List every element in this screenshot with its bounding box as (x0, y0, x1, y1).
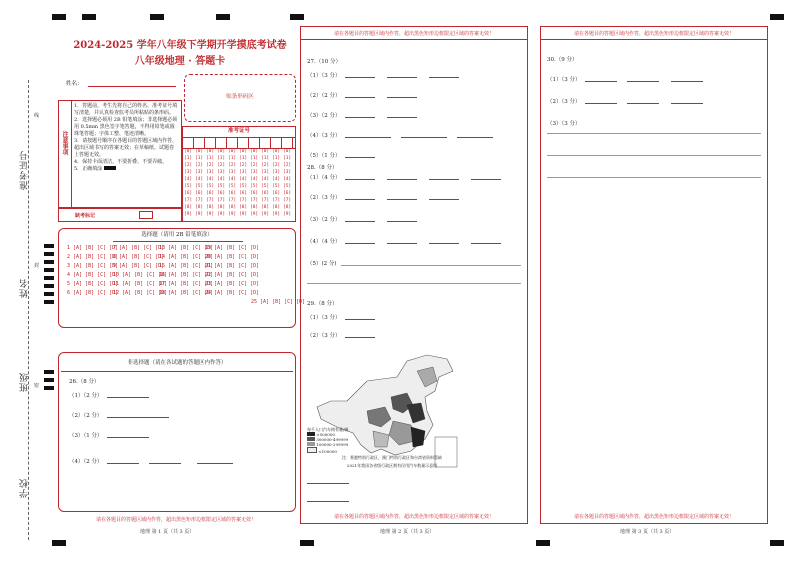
digit-bubble[interactable]: [5] (283, 184, 292, 189)
sidebar-name: 姓名 (20, 278, 30, 298)
q28-4-b[interactable] (387, 243, 417, 244)
digit-bubble[interactable]: [3] (184, 170, 193, 175)
barcode-area (184, 74, 296, 122)
q28-4-d[interactable] (471, 243, 501, 244)
digit-bubble[interactable]: [7] (217, 198, 226, 203)
digit-bubble[interactable]: [5] (206, 184, 215, 189)
digit-bubble[interactable]: [2] (206, 163, 215, 168)
name-field[interactable] (88, 86, 176, 87)
digit-bubble[interactable]: [6] (239, 191, 248, 196)
choice-bubbles[interactable] (67, 245, 306, 325)
map-note: 注：香港特别行政区、澳门特别行政区和台湾省资料暂缺 (342, 455, 442, 460)
q30-1-b[interactable] (627, 81, 659, 82)
choice-item[interactable]: 7 [A] [B] [C] [D] (113, 245, 165, 251)
legend-item-2: 300000-499999 (316, 437, 349, 442)
alignment-mark (770, 14, 784, 20)
q27-part-3: （3）（2 分） (307, 113, 341, 119)
q29-part-2: （2）（3 分） (307, 333, 341, 339)
digit-bubble[interactable]: [0] (261, 149, 270, 154)
q27-part-1: （1）（3 分） (307, 73, 341, 79)
page3-top-rule (541, 39, 767, 40)
q30-1-a[interactable] (585, 81, 617, 82)
digit-bubble[interactable]: [3] (228, 170, 237, 175)
footer-page3: 地理 第 3 页（共 3 页） (620, 529, 675, 535)
digit-bubble[interactable]: [9] (184, 212, 193, 217)
digit-bubble[interactable]: [7] (206, 198, 215, 203)
q28-3-b[interactable] (387, 221, 417, 222)
q26-part-3: （3）（1 分） (69, 433, 103, 439)
digit-bubble[interactable]: [7] (272, 198, 281, 203)
choice-item[interactable]: 12 [A] [B] [C] [D] (113, 290, 168, 296)
digit-bubble[interactable]: [5] (217, 184, 226, 189)
choice-item[interactable]: 1 [A] [B] [C] [D] (67, 245, 119, 251)
choice-item[interactable]: 16 [A] [B] [C] [D] (159, 272, 214, 278)
note-item-1: 1．答题前，考生先将自己的姓名、准考证号填写清楚，并认真检查监考员所粘贴的条形码。 (74, 103, 178, 116)
choice-item[interactable]: 15 [A] [B] [C] [D] (159, 263, 214, 269)
q27-3-b[interactable] (387, 117, 417, 118)
alignment-mark (52, 14, 66, 20)
choice-item[interactable]: 18 [A] [B] [C] [D] (159, 290, 214, 296)
choice-item[interactable]: 24 [A] [B] [C] [D] (205, 290, 260, 296)
digit-bubble[interactable]: [6] (184, 191, 193, 196)
q27-part-5: （5）（1 分） (307, 153, 341, 159)
digit-bubble[interactable]: [6] (250, 191, 259, 196)
q28-1-d[interactable] (471, 179, 501, 180)
digit-bubble[interactable]: [6] (206, 191, 215, 196)
choice-item[interactable]: 23 [A] [B] [C] [D] (205, 281, 260, 287)
digit-bubble[interactable]: [2] (272, 163, 281, 168)
q28-3-a[interactable] (345, 221, 375, 222)
digit-bubble[interactable]: [8] (283, 205, 292, 210)
digit-bubble[interactable]: [8] (217, 205, 226, 210)
notes-divider (71, 101, 72, 207)
note-item-5: 5．正确填涂 (74, 166, 103, 172)
q26-1-answer[interactable] (107, 397, 149, 398)
notice-page3-bottom: 请在各题目的答题区域内作答，超出黑色矩形边框限定区域的答案无效！ (573, 514, 734, 520)
q30-part-2: （2）（3 分） (547, 99, 581, 105)
notes-title: 注意事项 (61, 131, 68, 155)
alignment-mark (290, 14, 304, 20)
choice-item[interactable]: 4 [A] [B] [C] [D] (67, 272, 119, 278)
digit-bubble[interactable]: [5] (195, 184, 204, 189)
choice-item[interactable]: 22 [A] [B] [C] [D] (205, 272, 260, 278)
choice-item[interactable]: 10 [A] [B] [C] [D] (113, 272, 168, 278)
q27-part-2: （2）（2 分） (307, 93, 341, 99)
digit-bubble[interactable]: [0] (239, 149, 248, 154)
q30-1-c[interactable] (671, 81, 703, 82)
choice-item[interactable]: 11 [A] [B] [C] [D] (113, 281, 168, 287)
digit-bubble[interactable]: [8] (184, 205, 193, 210)
name-label: 姓名： (66, 81, 83, 87)
digit-bubble[interactable]: [1] (228, 156, 237, 161)
digit-bubble[interactable]: [6] (228, 191, 237, 196)
digit-bubble[interactable]: [4] (250, 177, 259, 182)
q26-4-answer-c[interactable] (197, 463, 233, 464)
choice-item[interactable]: 6 [A] [B] [C] [D] (67, 290, 119, 296)
q28-label: 28.（8 分） (307, 165, 338, 171)
choice-title: 选择题（请用 2B 铅笔填涂） (141, 232, 213, 238)
note-item-3: 3．请按题号顺序在各题目的答题区域内作答，超出区域书写的答案无效；在草稿纸、试题卷上答题无效。 (74, 138, 178, 158)
digit-bubble[interactable]: [4] (228, 177, 237, 182)
digit-bubble[interactable]: [8] (250, 205, 259, 210)
digit-bubble[interactable]: [8] (206, 205, 215, 210)
digit-bubble[interactable]: [0] (272, 149, 281, 154)
digit-bubble[interactable]: [7] (228, 198, 237, 203)
digit-bubble[interactable]: [3] (195, 170, 204, 175)
q30-label: 30.（9 分） (547, 57, 578, 63)
exam-no-label: 准考证号 (227, 128, 250, 134)
digit-bubble[interactable]: [0] (184, 149, 193, 154)
digit-bubble[interactable]: [1] (283, 156, 292, 161)
q28-part-5: （5）(2 分) (307, 261, 337, 267)
digit-bubble[interactable]: [1] (250, 156, 259, 161)
digit-bubble[interactable]: [6] (195, 191, 204, 196)
seal-mark-xian: 线 (34, 113, 40, 119)
timing-marks (44, 370, 54, 390)
q26-part-2: （2）（2 分） (69, 413, 103, 419)
sidebar-school: 学校 (20, 478, 30, 498)
alignment-mark (52, 540, 66, 546)
digit-bubble[interactable]: [9] (272, 212, 281, 217)
digit-bubble[interactable]: [1] (261, 156, 270, 161)
q27-4-c[interactable] (457, 137, 493, 138)
q26-part-4: （4）（2 分） (69, 459, 103, 465)
barcode-label: 贴条形码区 (226, 94, 254, 100)
alignment-mark (150, 14, 164, 20)
q28-2-a[interactable] (345, 199, 375, 200)
q27-3-a[interactable] (345, 117, 375, 118)
q26-2-answer[interactable] (107, 417, 169, 418)
q26-label: 26.（8 分） (69, 379, 100, 385)
digit-bubble[interactable]: [1] (272, 156, 281, 161)
q28-part-4: （4）（4 分） (307, 239, 341, 245)
digit-bubble[interactable]: [4] (272, 177, 281, 182)
exam-no-input-cells[interactable] (183, 137, 295, 149)
notice-page1: 请在各题目的答题区域内作答，超出黑色矩形边框限定区域的答案无效！ (95, 517, 256, 523)
q26-4-answer-b[interactable] (149, 463, 181, 464)
digit-bubble[interactable]: [4] (195, 177, 204, 182)
digit-bubble[interactable]: [5] (228, 184, 237, 189)
digit-bubble[interactable]: [9] (250, 212, 259, 217)
q28-2-b[interactable] (387, 199, 417, 200)
digit-bubble[interactable]: [6] (272, 191, 281, 196)
footer-page1: 地理 第 1 页（共 3 页） (140, 529, 195, 535)
q28-1-a[interactable] (345, 179, 375, 180)
q30-part-3: （3）（3 分） (547, 121, 581, 127)
digit-bubble[interactable]: [8] (228, 205, 237, 210)
digit-bubble[interactable]: [2] (184, 163, 193, 168)
digit-bubble[interactable]: [2] (283, 163, 292, 168)
note-item-2: 2．选择题必须用 2B 铅笔填涂；非选择题必须用 0.5mm 黑色签字笔答题，不得用铅笔或圆珠笔答题；字体工整、笔迹清晰。 (74, 117, 178, 137)
digit-bubble[interactable]: [8] (272, 205, 281, 210)
q30-3-line-3[interactable] (547, 177, 761, 178)
digit-bubble[interactable]: [0] (206, 149, 215, 154)
binding-line (28, 80, 29, 540)
digit-bubble[interactable]: [7] (239, 198, 248, 203)
q27-1-a[interactable] (345, 77, 375, 78)
digit-bubble[interactable]: [4] (239, 177, 248, 182)
digit-bubble[interactable]: [2] (250, 163, 259, 168)
footer-page2: 地理 第 2 页（共 3 页） (380, 529, 435, 535)
seal-mark-feng: 封 (34, 263, 40, 269)
q30-3-line-1[interactable] (547, 133, 761, 134)
digit-bubbles[interactable] (184, 149, 294, 221)
q28-1-c[interactable] (429, 179, 459, 180)
legend-item-4: <100000 (318, 449, 337, 454)
digit-bubble[interactable]: [7] (261, 198, 270, 203)
digit-bubble[interactable]: [9] (283, 212, 292, 217)
digit-bubble[interactable]: [1] (239, 156, 248, 161)
q27-1-c[interactable] (429, 77, 459, 78)
page2-top-rule (301, 39, 527, 40)
digit-bubble[interactable]: [0] (195, 149, 204, 154)
digit-bubble[interactable]: [2] (228, 163, 237, 168)
q29-3-a[interactable] (307, 483, 349, 484)
q28-5-line-1[interactable] (341, 265, 521, 266)
digit-bubble[interactable]: [8] (195, 205, 204, 210)
choice-item[interactable]: 20 [A] [B] [C] [D] (205, 254, 260, 260)
digit-bubble[interactable]: [1] (206, 156, 215, 161)
q29-1-a[interactable] (345, 319, 375, 320)
digit-bubble[interactable]: [4] (217, 177, 226, 182)
q30-part-1: （1）（3 分） (547, 77, 581, 83)
choice-item[interactable]: 25 [A] [B] [C] [D] (251, 299, 306, 305)
digit-bubble[interactable]: [4] (184, 177, 193, 182)
digit-bubble[interactable]: [5] (250, 184, 259, 189)
notice-page2-top: 请在各题目的答题区域内作答，超出黑色矩形边框限定区域的答案无效！ (333, 31, 494, 37)
digit-bubble[interactable]: [4] (283, 177, 292, 182)
q28-part-3: （3）（2 分） (307, 217, 341, 223)
digit-bubble[interactable]: [9] (206, 212, 215, 217)
q30-3-line-2[interactable] (547, 155, 761, 156)
q29-label: 29.（8 分） (307, 301, 338, 307)
digit-bubble[interactable]: [0] (283, 149, 292, 154)
absent-box (58, 208, 182, 222)
legend-item-3: 100000-299999 (316, 442, 349, 447)
q27-4-b[interactable] (401, 137, 447, 138)
map-legend-title: 每千人口汽车拥有量/辆 (307, 427, 349, 432)
note-item-4: 4．保持卡面清洁，不要折叠、不要弄破。 (74, 159, 168, 165)
digit-bubble[interactable]: [1] (217, 156, 226, 161)
q29-part-1: （1）（3 分） (307, 315, 341, 321)
digit-bubble[interactable]: [4] (261, 177, 270, 182)
digit-bubble[interactable]: [6] (217, 191, 226, 196)
digit-bubble[interactable]: [1] (195, 156, 204, 161)
alignment-mark (536, 540, 550, 546)
digit-bubble[interactable]: [9] (217, 212, 226, 217)
q28-part-1: （1）（4 分） (307, 175, 341, 181)
alignment-mark (770, 540, 784, 546)
digit-bubble[interactable]: [7] (184, 198, 193, 203)
exam-title: 2024-2025 学年八年级下学期开学摸底考试卷 (73, 40, 287, 51)
notice-page2-bottom: 请在各题目的答题区域内作答，超出黑色矩形边框限定区域的答案无效！ (333, 514, 494, 520)
choice-item[interactable]: 13 [A] [B] [C] [D] (159, 245, 214, 251)
digit-bubble[interactable]: [5] (272, 184, 281, 189)
digit-bubble[interactable]: [3] (283, 170, 292, 175)
q30-2-a[interactable] (585, 103, 617, 104)
absent-checkbox[interactable] (139, 211, 153, 219)
sidebar-exam-no: 准考证号 (20, 150, 30, 190)
digit-bubble[interactable]: [0] (228, 149, 237, 154)
choice-item[interactable]: 17 [A] [B] [C] [D] (159, 281, 214, 287)
nonchoice-title-line (61, 371, 293, 372)
digit-bubble[interactable]: [3] (239, 170, 248, 175)
map-caption: 2021年我国各省级行政区拥有民用汽车数量示意图 (346, 463, 438, 468)
digit-bubble[interactable]: [8] (261, 205, 270, 210)
digit-bubble[interactable]: [3] (272, 170, 281, 175)
q27-label: 27.（10 分） (307, 59, 341, 65)
digit-bubble[interactable]: [6] (283, 191, 292, 196)
timing-marks (44, 244, 54, 304)
choice-item[interactable]: 14 [A] [B] [C] [D] (159, 254, 214, 260)
digit-bubble[interactable]: [3] (206, 170, 215, 175)
q28-5-line-2[interactable] (307, 283, 521, 284)
choice-item[interactable]: 19 [A] [B] [C] [D] (205, 245, 260, 251)
q28-part-2: （2）（3 分） (307, 195, 341, 201)
q28-4-c[interactable] (429, 243, 459, 244)
digit-bubble[interactable]: [9] (261, 212, 270, 217)
digit-bubble[interactable]: [5] (239, 184, 248, 189)
q27-2-b[interactable] (387, 97, 417, 98)
digit-bubble[interactable]: [5] (184, 184, 193, 189)
q26-part-1: （1）（2 分） (69, 393, 103, 399)
choice-item[interactable]: 9 [A] [B] [C] [D] (113, 263, 165, 269)
page2-frame (300, 26, 528, 524)
choice-item[interactable]: 3 [A] [B] [C] [D] (67, 263, 119, 269)
digit-bubble[interactable]: [9] (239, 212, 248, 217)
sidebar-class: 班级 (20, 372, 30, 392)
digit-bubble[interactable]: [9] (195, 212, 204, 217)
digit-bubble[interactable]: [9] (228, 212, 237, 217)
nonchoice-title: 非选择题（请在各试题的答题区内作答） (127, 360, 227, 366)
notes-box (58, 100, 182, 208)
q27-4-a[interactable] (345, 137, 391, 138)
digit-bubble[interactable]: [0] (217, 149, 226, 154)
answer-sheet-subtitle: 八年级地理 · 答题卡 (134, 56, 226, 67)
q27-part-4: （4）（3 分） (307, 133, 341, 139)
q27-2-a[interactable] (345, 97, 375, 98)
digit-bubble[interactable]: [2] (195, 163, 204, 168)
digit-bubble[interactable]: [4] (206, 177, 215, 182)
digit-bubble[interactable]: [7] (283, 198, 292, 203)
q28-1-b[interactable] (387, 179, 417, 180)
alignment-mark (82, 14, 96, 20)
digit-bubble[interactable]: [3] (261, 170, 270, 175)
seal-mark-mi: 密 (34, 383, 40, 389)
digit-bubble[interactable]: [2] (239, 163, 248, 168)
digit-bubble[interactable]: [8] (239, 205, 248, 210)
absent-label: 缺考标记 (75, 213, 96, 219)
q29-3-b[interactable] (307, 501, 349, 502)
digit-bubble[interactable]: [1] (184, 156, 193, 161)
digit-bubble[interactable]: [5] (261, 184, 270, 189)
filled-example (104, 166, 116, 170)
q26-4-answer-a[interactable] (107, 463, 139, 464)
nonchoice-section (58, 352, 296, 512)
digit-bubble[interactable]: [3] (217, 170, 226, 175)
digit-bubble[interactable]: [2] (217, 163, 226, 168)
notice-page3-top: 请在各题目的答题区域内作答，超出黑色矩形边框限定区域的答案无效！ (573, 31, 734, 37)
choice-section (58, 228, 306, 328)
digit-bubble[interactable]: [0] (250, 149, 259, 154)
choice-item[interactable]: 8 [A] [B] [C] [D] (113, 254, 165, 260)
digit-bubble[interactable]: [7] (195, 198, 204, 203)
exam-no-grid (182, 126, 296, 222)
digit-bubble[interactable]: [7] (250, 198, 259, 203)
q27-1-b[interactable] (387, 77, 417, 78)
page3-frame (540, 26, 768, 524)
q27-5-a[interactable] (345, 157, 375, 158)
alignment-mark (216, 14, 230, 20)
alignment-mark (300, 540, 314, 546)
legend-item-1: >500000 (316, 432, 335, 437)
q26-3-answer[interactable] (107, 437, 149, 438)
choice-title-line (113, 241, 243, 242)
digit-bubble[interactable]: [3] (250, 170, 259, 175)
q30-2-c[interactable] (671, 103, 703, 104)
map-legend (307, 427, 397, 454)
q28-2-c[interactable] (429, 199, 459, 200)
q29-2-a[interactable] (345, 337, 375, 338)
digit-bubble[interactable]: [2] (261, 163, 270, 168)
choice-item[interactable]: 21 [A] [B] [C] [D] (205, 263, 260, 269)
choice-item[interactable]: 5 [A] [B] [C] [D] (67, 281, 119, 287)
choice-item[interactable]: 2 [A] [B] [C] [D] (67, 254, 119, 260)
digit-bubble[interactable]: [6] (261, 191, 270, 196)
q30-2-b[interactable] (627, 103, 659, 104)
q28-4-a[interactable] (345, 243, 375, 244)
